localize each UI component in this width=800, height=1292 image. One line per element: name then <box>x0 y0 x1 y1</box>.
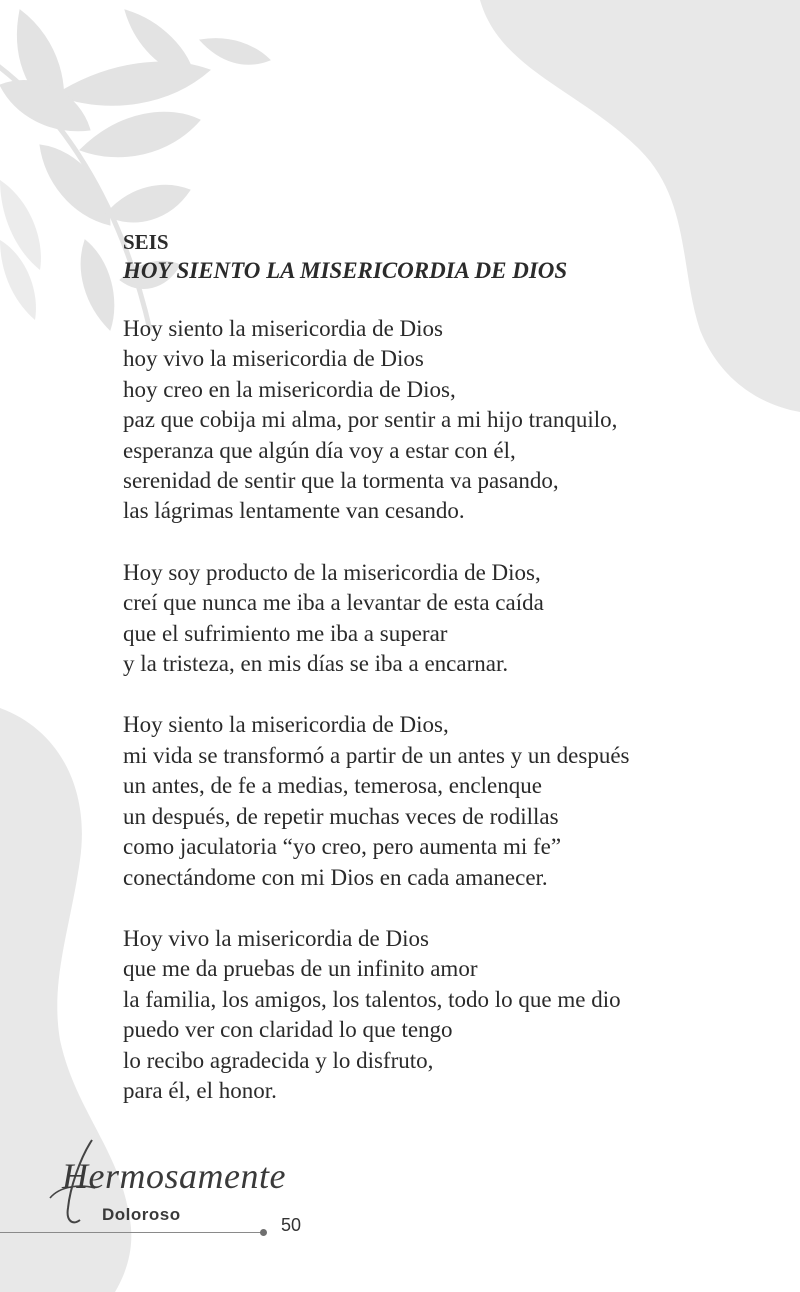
poem-line: las lágrimas lentamente van cesando. <box>123 498 465 524</box>
poem-line: esperanza que algún día voy a estar con él, <box>123 437 516 463</box>
poem-line: como jaculatoria “yo creo, pero aumenta mi fe” <box>123 834 562 860</box>
chapter-title: HOY SIENTO LA MISERICORDIA DE DIOS <box>123 258 568 283</box>
poem-line: y la tristeza, en mis días se iba a encarnar. <box>123 651 509 677</box>
poem <box>123 314 783 1106</box>
footer-dot <box>260 1229 267 1236</box>
page-number: 50 <box>281 1215 302 1235</box>
poem-line: creí que nunca me iba a levantar de esta caída <box>123 590 544 616</box>
stanza-2 <box>123 558 783 680</box>
poem-line: mi vida se transformó a partir de un antes y un después <box>123 742 630 768</box>
poem-line: Hoy vivo la misericordia de Dios <box>123 925 429 951</box>
footer-rule <box>0 1232 262 1233</box>
leaf-branch-secondary <box>0 180 41 320</box>
poem-line: para él, el honor. <box>123 1077 277 1103</box>
stanza-4 <box>123 924 783 1106</box>
poem-line: conectándome con mi Dios en cada amanecer. <box>123 864 548 890</box>
page-content <box>123 228 783 1137</box>
poem-line: un después, de repetir muchas veces de rodillas <box>123 803 559 829</box>
poem-line: hoy creo en la misericordia de Dios, <box>123 376 456 402</box>
chapter-label: SEIS <box>123 230 169 254</box>
poem-line: paz que cobija mi alma, por sentir a mi hijo tranquilo, <box>123 407 618 433</box>
poem-line: hoy vivo la misericordia de Dios <box>123 346 424 372</box>
poem-line: que me da pruebas de un infinito amor <box>123 956 478 982</box>
brand-subtitle: Doloroso <box>102 1205 181 1224</box>
stanza-3 <box>123 710 783 892</box>
poem-line: puedo ver con claridad lo que tengo <box>123 1017 453 1043</box>
poem-line: la familia, los amigos, los talentos, todo lo que me dio <box>123 986 621 1012</box>
poem-line: un antes, de fe a medias, temerosa, enclenque <box>123 773 542 799</box>
poem-line: que el sufrimiento me iba a superar <box>123 620 448 646</box>
poem-line: Hoy siento la misericordia de Dios <box>123 316 444 341</box>
poem-line: Hoy siento la misericordia de Dios, <box>123 712 449 738</box>
poem-line: Hoy soy producto de la misericordia de Dios, <box>123 559 541 585</box>
poem-line: serenidad de sentir que la tormenta va pasando, <box>123 468 559 494</box>
stanza-1 <box>123 314 783 527</box>
poem-line: lo recibo agradecida y lo disfruto, <box>123 1047 434 1073</box>
brand-script: Hermosamente <box>62 1156 286 1196</box>
